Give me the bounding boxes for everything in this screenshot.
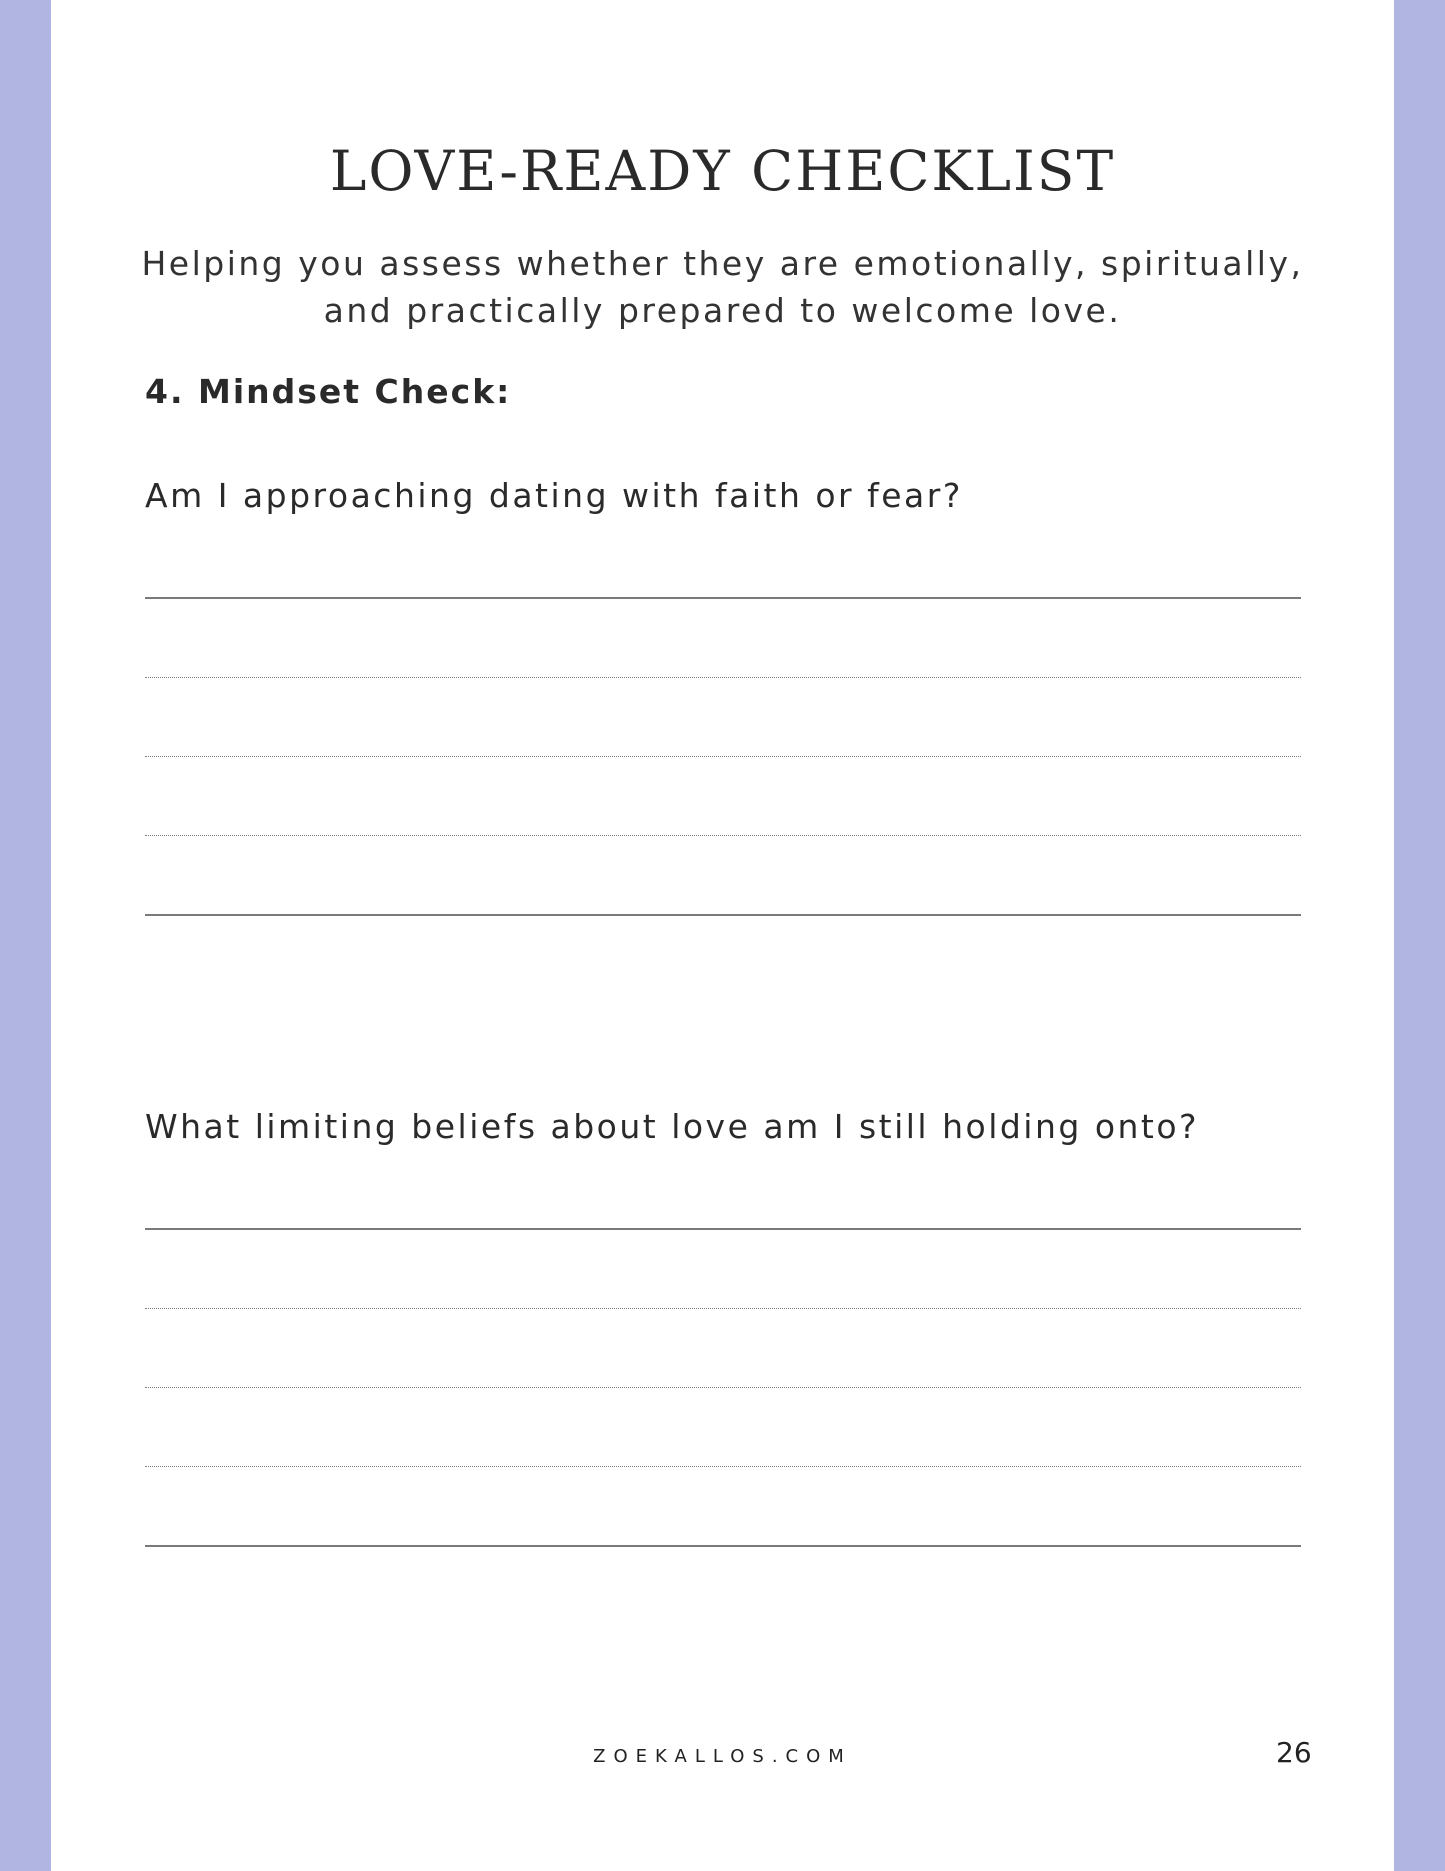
answer-line[interactable] bbox=[145, 597, 1301, 599]
question-2: What limiting beliefs about love am I still holding onto? bbox=[145, 1107, 1200, 1146]
answer-line[interactable] bbox=[145, 914, 1301, 916]
answer-line[interactable] bbox=[145, 677, 1301, 678]
footer-website: ZOEKALLOS.COM bbox=[593, 1746, 852, 1767]
question-1: Am I approaching dating with faith or fear? bbox=[145, 476, 963, 515]
page-subtitle: Helping you assess whether they are emotionally, spiritually, and practically prepared to welcome love. bbox=[141, 244, 1304, 330]
worksheet-page bbox=[51, 0, 1394, 1871]
answer-line[interactable] bbox=[145, 756, 1301, 757]
section-heading: 4. Mindset Check: bbox=[145, 372, 512, 411]
answer-line[interactable] bbox=[145, 1545, 1301, 1547]
answer-line[interactable] bbox=[145, 1466, 1301, 1467]
answer-line[interactable] bbox=[145, 1228, 1301, 1230]
answer-line[interactable] bbox=[145, 1308, 1301, 1309]
page-number: 26 bbox=[1276, 1736, 1312, 1769]
answer-line[interactable] bbox=[145, 835, 1301, 836]
page-title: LOVE-READY CHECKLIST bbox=[329, 139, 1116, 203]
answer-line[interactable] bbox=[145, 1387, 1301, 1388]
